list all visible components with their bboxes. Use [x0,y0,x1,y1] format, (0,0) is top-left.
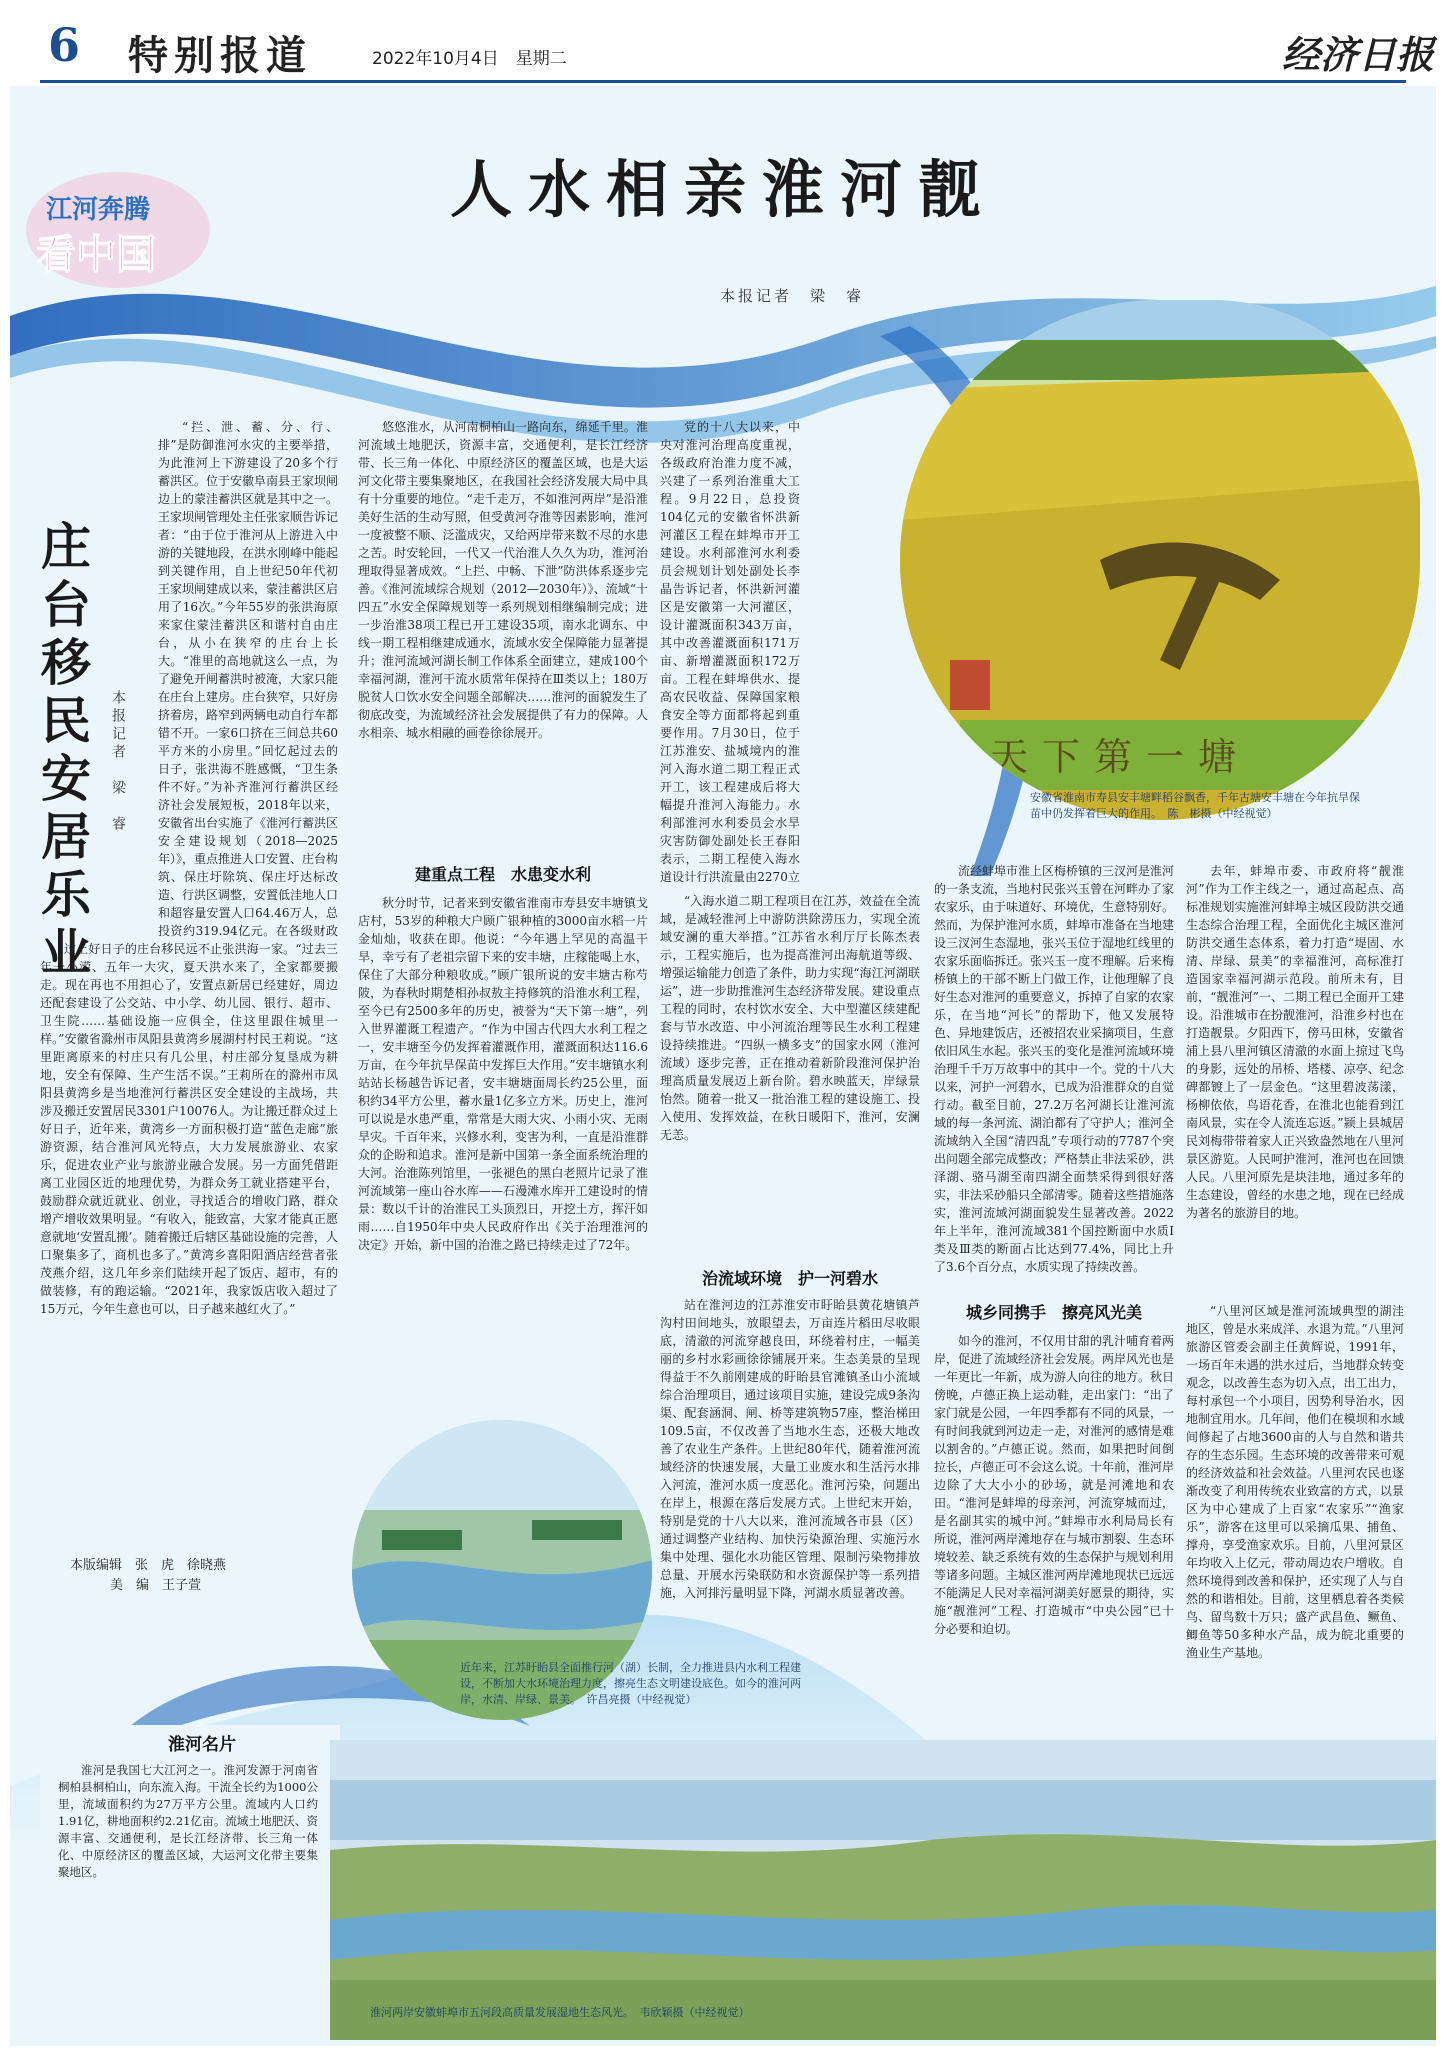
newspaper-logo: 经济日报 [1282,32,1435,77]
paragraph: 站在淮河边的江苏淮安市盱眙县黄花塘镇芦沟村田间地头，放眼望去，万亩连片稻田尽收眼底，清澈的河流穿越良田，环绕着村庄，一幅美丽的乡村水彩画徐徐铺展开来。生态美景的呈现得益于不久前刚建成的盱眙县官滩镇圣山小流域综合治理项目，通过该项目实施，建设完成9条沟渠、配套涵洞、闸、桥等建筑物57座，整治梯田109.5亩，不仅改善了当地水生态，还极大地改善了农业生产条件。上世纪80年代，随着淮河流域经济的快速发展，大量工业废水和生活污水排入河流，淮河水质一度恶化。淮河污染，问题出在岸上，根源在落后发展方式。上世纪末开始，特别是党的十八大以来，淮河流域各市县（区）通过调整产业结构、加快污染源治理、实施污水集中处理、强化水功能区管理、限制污染物排放总量、开展水污染联防和水资源保护等一系列措施，入河排污量明显下降，河湖水质显著改善。 [660,1298,920,1600]
card-body [58,1762,318,1962]
photo-caption-top: 安徽省淮南市寿县安丰塘畔稻谷飘香，千年古塘安丰塘在今年抗旱保苗中仍发挥着巨大的作用。 陈 彬摄（中经视觉） [1030,791,1360,820]
paragraph: 过上好日子的庄台移民远不止张洪海一家。“过去三年一小涝、五年一大灾，夏天洪水来了，全家都要搬走。现在再也不用担心了，安置点新居已经建好，周边还配套建设了公交站、中小学、幼儿园、银行、超市、卫生院……基础设施一应俱全，住这里跟住城里一样。”安徽省滁州市凤阳县黄湾乡展湖村村民王莉说。“这里距离原来的村庄只有几公里，村庄部分复垦成为耕地，安全有保障、生产生活不误。”王莉所在的滁州市凤阳县黄湾乡是当地淮河行蓄洪区安全建设的主战场，共涉及搬迁安置居民3301户10076人。为让搬迁群众过上好日子，近年来，黄湾乡一方面积极打造“蓝色走廊”旅游资源，结合淮河风光特点，大力发展旅游业、农家乐，促进农业产业与旅游业融合发展。另一方面凭借距离工业园区近的地理优势，为群众务工就业搭建平台，鼓励群众就近就业、创业，寻找适合的增收门路，群众增产增收效果明显。“有收入，能致富，大家才能真正愿意就地‘安置乱搬’。随着搬迁后辖区基础设施的完善，人口聚集多了，商机也多了。”黄湾乡喜阳阳酒店经营者张茂燕介绍，这几年乡亲们陆续开起了饭店、超市，有的做装修，有的跑运输。“2021年，我家饭店收入超过了15万元，今年生意也可以，日子越来越红火了。” [40,942,338,1316]
side-headline: 庄台移民安居乐业 [33,520,92,984]
page-number: 6 [48,18,81,72]
side-column-2 [40,940,338,1540]
main-headline: 人水相亲淮河靓 [449,153,996,226]
editor-credits [70,1556,226,1596]
stamp-line1: 江河奔腾 [46,195,151,225]
paragraph: 党的十八大以来，中央对淮河治理高度重视，各级政府治淮力度不减，兴建了一系列治淮重大工程。9月22日，总投资104亿元的安徽省怀洪新河灌区工程在蚌埠市开工建设。水利部淮河水利委员会规划计划处副处长李晶告诉记者，怀洪新河灌区是安徽第一大河灌区，设计灌溉面积343万亩，其中改善灌溉面积171万亩、新增灌溉面积172万亩。工程在蚌埠供水、提高农民收益、保障国家粮食安全等方面都将起到重要作用。7月30日，位于江苏淮安、盐城境内的淮河入海水道二期工程正式开工，该工程建成后将大幅提升淮河入海能力。水利部淮河水利委员会水旱灾害防御处副处长王春阳表示，二期工程使入海水道设计行洪流量由2270立 [660,420,800,884]
main-column-5 [660,1296,920,1706]
paragraph: 秋分时节，记者来到安徽省淮南市寿县安丰塘镇戈店村，53岁的种粮大户顾广银种植的3000亩水稻一片金灿灿，收获在即。他说：“今年遇上罕见的高温干旱，幸亏有了老祖宗留下来的安丰塘，庄稼能喝上水，保住了大部分种粮收成。”顾广银所说的安丰塘古称芍陂，为春秋时期楚相孙叔敖主持修筑的沿淮水利工程，至今已有2500多年的历史，被誉为“天下第一塘”，列入世界灌溉工程遗产。“作为中国古代四大水利工程之一，安丰塘至今仍发挥着灌溉作用，灌溉面积达116.6万亩，在今年抗旱保苗中发挥巨大作用。”安丰塘镇水利站站长杨越告诉记者，安丰塘塘面周长约25公里，面积约34平方公里，蓄水量1亿多立方米。历史上，淮河可以说是水患严重，常常是大雨大灾、小雨小灾、无雨旱灾。千百年来，兴修水利，变害为利，一直是沿淮群众的企盼和追求。淮河是新中国第一条全面系统治理的大河。治淮陈列馆里，一张褪色的黑白老照片记录了淮河流域第一座山谷水库——石漫滩水库开工建设时的情景：数以千计的治淮民工头顶烈日，开挖土方，挥汗如雨……自1950年中央人民政府作出《关于治理淮河的决定》开始，新中国的治淮之路已持续走过了72年。 [358,896,648,1252]
masthead [0,0,1446,82]
paragraph: 去年，蚌埠市委、市政府将“靓淮河”作为工作主线之一，通过高起点、高标准规划实施淮河蚌埠主城区段防洪交通生态综合治理工程，全面优化主城区淮河防洪交通生态体系，着力打造“堤固、水清、岸绿、景美”的幸福淮河，高标准打造国家幸福河湖示范段。前所未有，目前，“靓淮河”一、二期工程已全面开工建设。沿淮城市在扮靓淮河，沿淮乡村也在打造靓景。夕阳西下，傍马田林，安徽省浦上县八里河镇区清澈的水面上掠过飞鸟的身影，远处的吊桥、塔楼、凉亭、纪念碑都镀上了一层金色。“这里碧波荡漾，杨柳依依，鸟语花香，在淮北也能看到江南风景，实在令人流连忘返。”颍上县城居民刘梅带带着家人正兴致盎然地在八里河景区游览。人民呵护淮河，淮河也在回馈人民。八里河原先是块洼地，通过多年的生态建设，曾经的水患之地，现在已经成为著名的旅游目的地。 [1186,864,1404,1220]
subhead-2: 治流域环境 护一河碧水 [701,1269,878,1288]
paragraph: 如今的淮河，不仅用甘甜的乳汁哺育着两岸，促进了流域经济社会发展。两岸风光也是一年更比一年新，成为游人向往的地方。秋日傍晚，卢德正换上运动鞋，走出家门：“出了家门就是公园，一年四季都有不同的风景，一有时间我就到河边走一走，对淮河的感情是难以割舍的。”卢德正说。然而，如果把时间倒拉长，卢德正可不会这么说。十年前，淮河岸边除了大大小小的砂场，就是河滩地和农田。“淮河是蚌埠的母亲河，河流穿城而过，是名副其实的城中河。”蚌埠市水利局局长有所说，淮河两岸滩地存在与城市割裂、生态环境较差、缺乏系统有效的生态保护与规划利用等诸多问题。主城区淮河两岸滩地现状已远远不能满足人民对幸福河湖美好愿景的期待，实施“靓淮河”工程、打造城市“中央公园”已十分必要和迫切。 [934,1334,1174,1636]
card-title: 淮河名片 [168,1735,236,1755]
main-column-2 [660,418,800,888]
paragraph: “拦、泄、蓄、分、行、排”是防御淮河水灾的主要举措，为此淮河上下游建设了20多个行蓄洪区。位于安徽阜南县王家坝闸边上的蒙洼蓄洪区就是其中之一。王家坝闸管理处主任张家顺告诉记者：“由于位于淮河从上游进入中游的关键地段，在洪水刚峰中能起到关键作用，自上世纪50年代初王家坝闸建成以来，蒙洼蓄洪区启用了16次。”今年55岁的张洪海原来家住蒙洼蓄洪区和谐村自由庄台，从小在狭窄的庄台上长大。“准里的高地就这么一点，为了避免开闸蓄洪时被淹，大家只能在庄台上建房。庄台狭窄，只好房挤着房，路窄到两辆电动自行车都错不开。一家6口挤在三间总共60平方米的小房里。”回忆起过去的日子，张洪海不胜感慨，“卫生条件不好。”为补齐淮河行蓄洪区经济社会发展短板，2018年以来，安徽省出台实施了《淮河行蓄洪区安全建设规划（2018—2025年）》，重点推进人口安置、庄台构筑、保庄圩除筑、保庄圩达标改造、行洪区调整，安置低洼地人口和超容量安置人口64.46万人，总投资约319.94亿元。在各级财政 [158,420,338,938]
main-column-4 [660,892,920,1252]
paragraph: 悠悠淮水，从河南桐柏山一路向东，绵延千里。淮河流域土地肥沃，资源丰富，交通便利，是长江经济带、长三角一体化、中原经济区的覆盖区域，也是大运河文化带主要集聚地区，在我国社会经济发展大局中具有十分重要的地位。“走千走万，不如淮河两岸”是沿淮美好生活的生动写照，但受黄河夺淮等因素影响，淮河一度被整不顺、泛滥成灾，又给两岸带来数不尽的水患之苦。时安轮回，一代又一代治淮人久久为功，淮河治理取得显著成效。“上拦、中畅、下泄”防洪体系逐步完善。《淮河流域综合规划（2012—2030年）》、流域“十四五”水安全保障规划等一系列规划相继编制完成；进一步治淮38项工程已开工建设35项，南水北调东、中线一期工程相继建成通水，流域水安全保障能力显著提升；淮河流域河湖长制工作体系全面建立，建成100个幸福河湖，淮河干流水质常年保持在Ⅲ类以上；180万脱贫人口饮水安全问题全部解决……淮河的面貌发生了彻底改变，为流域经济社会发展提供了有力的保障。人水相亲、城水相融的画卷徐徐展开。 [358,420,648,740]
section-title: 特别报道 [128,32,312,79]
paragraph: 流经蚌埠市淮上区梅桥镇的三汊河是淮河的一条支流，当地村民张兴玉曾在河畔办了家农家乐，由于味道好、环境优，生意特别好。然而，为保护淮河水质，蚌埠市准备在当地建设三汊河生态湿地，张兴玉位于湿地红线里的农家乐面临拆迁。张兴玉一度不理解。后来梅桥镇上的干部不断上门做工作，让他理解了良好生态对淮河的重要意义，拆掉了自家的农家乐，在当地“河长”的帮助下，他又发展特色、异地建饭店，还被招农业采摘项目，生意依旧风生水起。张兴玉的变化是淮河流域环境治理千千万万故事中的其中一个。党的十八大以来，河护一河碧水，已成为沿淮群众的自觉行动。截至目前，27.2万名河湖长让淮河流域的每一条河流、湖泊都有了守护人；淮河全流域纳入全国“清四乱”专项行动的7787个突出问题全部完成整改；严格禁止非法采砂，洪泽湖、骆马湖至南四湖全面禁采得到很好落实，非法采砂船只全部清零。随着这些措施落实，淮河流域河湖面貌发生显著改善。2022年上半年，淮河流域381个国控断面中水质Ⅰ类及Ⅲ类的断面占比达到77.4%，同比上升了3.6个百分点，水质实现了持续改善。 [934,864,1174,1274]
main-column-7 [934,1332,1174,1712]
main-byline: 本报记者 梁 睿 [720,287,865,305]
editor-line: 本版编辑 张 虎 徐晓燕 [70,1558,227,1573]
main-column-9 [1186,1302,1404,1702]
rice-field-photo [900,300,1420,820]
designer-line: 美 编 王子萱 [110,1578,202,1593]
wetland-panorama-photo [330,1740,1436,2040]
photo-caption-mid: 近年来，江苏盱眙县全面推行河（湖）长制，全力推进县内水利工程建设，不断加大水环境治理力度，擦亮生态文明建设底色。如今的淮河两岸，水清、岸绿、景美。 许昌亮摄（中经视觉） [460,1661,801,1706]
paragraph: “八里河区域是淮河流域典型的湖洼地区，曾是水来成洋、水退为荒。”八里河旅游区管委会副主任黄辉说，1991年，一场百年未遇的洪水过后，当地群众转变观念，以改善生态为切入点，出工出力，每村承包一个小项目，因势利导治水，因地制宜用水。几年间，他们在模坝和水域间修起了占地3600亩的人与自然和谐共存的生态乐园。生态环境的改善带来可观的经济效益和社会效益。八里河农民也逐渐改变了利用传统农业致富的方式，以景区为中心建成了上百家“农家乐”“渔家乐”，游客在这里可以采摘瓜果、捕鱼、撑舟，享受渔家欢乐。目前，八里河景区年均收入上亿元，带动周边农户增收。自然环境得到改善和保护，还实现了人与自然的和谐相处。目前，这里栖息着各类候鸟、留鸟数十万只；盛产武昌鱼、鳜鱼、鲫鱼等50多种水产品，成为皖北重要的渔业生产基地。 [1186,1304,1404,1660]
paragraph: “入海水道二期工程项目在江苏，效益在全流域，是减轻淮河上中游防洪除涝压力，实现全流域安澜的重大举措。”江苏省水利厅厅长陈杰表示，工程实施后，也为提高淮河出海航道等级、增强运输能力创造了条件，助力实现“海江河湖联运”，进一步助推淮河生态经济带发展。建设重点工程的同时，农村饮水安全、大中型灌区续建配套与节水改造、中小河流治理等民生水利工程建设持续推进。“四纵一横多支”的国家水网（淮河流域）逐步完善，正在推动着新阶段淮河保护治理高质量发展迈上新台阶。碧水映蓝天，岸绿景怡然。随着一批又一批治淮工程的建设施工、投入使用、发挥效益，在秋日暖阳下，淮河，安澜无恙。 [660,894,920,1142]
masthead-rule [40,80,1406,83]
photo-caption-bottom: 淮河两岸安徽蚌埠市五河段高质量发展湿地生态风光。 韦欣颖摄（中经视觉） [370,2006,750,2019]
card-text: 淮河是我国七大江河之一。淮河发源于河南省桐柏县桐柏山，向东流入海。干流全长约为1000公里，流域面积约为27万平方公里。流域内人口约1.91亿，耕地面积约2.21亿亩。流域土地肥沃、资源丰富、交通便利，是长江经济带、长三角一体化、中原经济区的覆盖区域，大运河文化带主要集聚地区。 [58,1763,318,1879]
issue-date: 2022年10月4日 星期二 [372,49,567,69]
main-column-1 [358,418,648,868]
stamp-line2: 看中国 [36,231,156,278]
main-column-6 [934,862,1174,1282]
subhead-1: 建重点工程 水患变水利 [414,865,591,884]
subhead-3: 城乡同携手 擦亮风光美 [965,1303,1142,1322]
side-column-1 [158,418,338,938]
main-column-8 [1186,862,1404,1302]
field-lettering: 天下第一塘 [990,735,1251,779]
side-byline: 本报记者 梁 睿 [110,690,126,834]
